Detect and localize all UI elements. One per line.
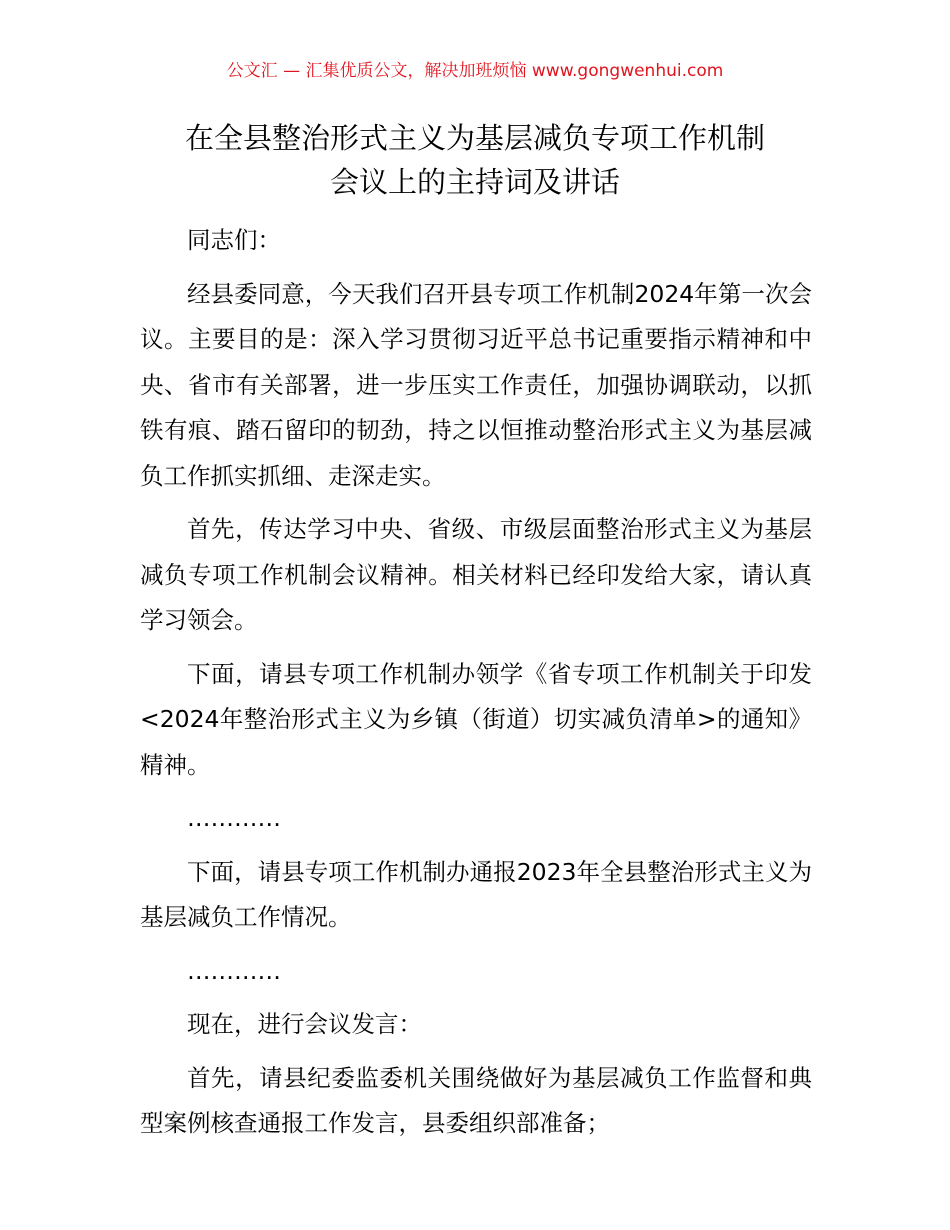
document-title (120, 116, 830, 204)
salutation: 同志们： (187, 226, 281, 254)
document-body (140, 218, 812, 1155)
paragraph: 首先，传达学习中央、省级、市级层面整治形式主义为基层减负专项工作机制会议精神。相关材料已经印发给大家，请认真学习领会。 (140, 515, 812, 634)
paragraph: 首先，请县纪委监委机关围绕做好为基层减负工作监督和典型案例核查通报工作发言，县委组织部准备； (140, 1063, 812, 1137)
site-watermark-header: 公文汇 — 汇集优质公文，解决加班烦恼 www.gongwenhui.com (226, 61, 724, 81)
paragraph: 经县委同意，今天我们召开县专项工作机制2024年第一次会议。主要目的是：深入学习贯彻习近平总书记重要指示精神和中央、省市有关部署，进一步压实工作责任，加强协调联动，以抓铁有痕、踏石留印的韧劲，持之以恒推动整治形式主义为基层减负工作抓实抓细、走深走实。 (140, 279, 812, 490)
ellipsis: ………… (187, 804, 281, 832)
paragraph: 下面，请县专项工作机制办通报2023年全县整治形式主义为基层减负工作情况。 (140, 857, 812, 931)
ellipsis: ………… (187, 956, 281, 985)
title-line: 在全县整治形式主义为基层减负专项工作机制 (184, 121, 765, 155)
paragraph: 下面，请县专项工作机制办领学《省专项工作机制关于印发<2024年整治形式主义为乡镇（街道）切实减负清单>的通知》精神。 (140, 659, 812, 779)
paragraph: 现在，进行会议发言： (187, 1010, 422, 1038)
title-line: 会议上的主持词及讲话 (329, 165, 620, 199)
